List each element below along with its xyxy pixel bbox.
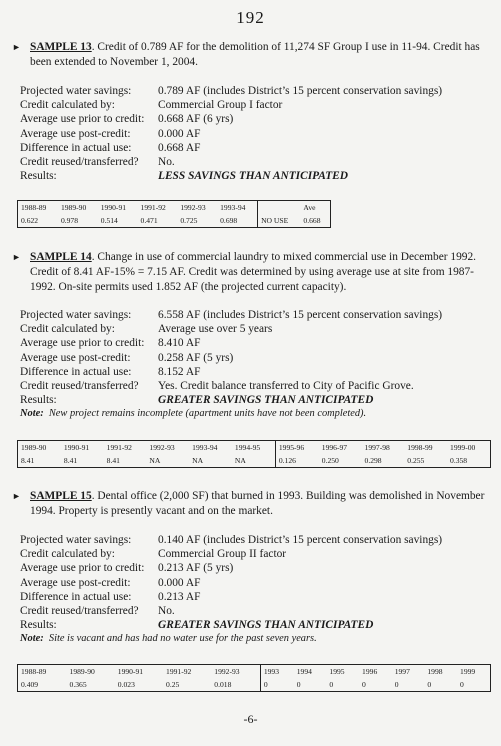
field-row: Difference in actual use: 0.668 AF [20,141,201,154]
field-row: Average use post-credit: 0.000 AF [20,576,201,589]
sample-15-intro [12,489,490,519]
bullet-icon: ► [12,252,21,262]
field-row: Credit reused/transferred? Yes. Credit balance transferred to City of Pacific Grove. [20,380,414,393]
sample-14-intro [12,250,490,295]
sample-14-table [17,440,491,468]
sample-15-fields [20,533,490,647]
sample-15-note: Note: Site is vacant and has had no water use for the past seven years. [20,633,317,645]
result-text: GREATER SAVINGS THAN ANTICIPATED [158,619,374,632]
sample-13-intro [12,40,490,70]
field-row: Credit reused/transferred? No. [20,156,175,169]
sample-13-text: . Credit of 0.789 AF for the demolition of 11,274 SF Group I use in 11-94. Credit has been extended to November 1, 2004. [30,41,480,68]
field-row: Average use prior to credit: 0.668 AF (6 yrs) [20,113,234,126]
result-text: LESS SAVINGS THAN ANTICIPATED [158,170,348,183]
sample-15-text: . Dental office (2,000 SF) that burned in 1993. Building was demolished in November 1994. Property is presently vacant and on the market. [30,490,485,517]
table-row: 8.41 8.41 8.41 NA NA NA 0.126 0.250 0.298 0.255 0.358 [18,454,491,468]
field-row: Average use prior to credit: 0.213 AF (5 yrs) [20,562,234,575]
table-row: 1989-90 1990-91 1991-92 1992-93 1993-94 1994-95 1995-96 1996-97 1997-98 1998-99 1999-00 [18,441,491,455]
field-row: Credit calculated by: Commercial Group I factor [20,99,283,112]
table-row: 0.622 0.978 0.514 0.471 0.725 0.698 NO USE 0.668 [18,214,331,228]
field-row: Average use post-credit: 0.258 AF (5 yrs) [20,351,234,364]
table-row: 0.409 0.365 0.023 0.25 0.018 0 0 0 0 0 0 0 [18,678,491,692]
table-row: 1988-89 1989-90 1990-91 1991-92 1992-93 1993-94 Ave [18,201,331,215]
sample-14-title: SAMPLE 14 [30,251,92,263]
sample-14-fields [20,308,490,422]
field-row: Credit calculated by: Average use over 5 years [20,323,273,336]
field-row: Results: GREATER SAVINGS THAN ANTICIPATED [20,618,490,632]
field-row: Average use prior to credit: 8.410 AF [20,337,201,350]
page-number-top: 192 [236,8,265,27]
result-text: GREATER SAVINGS THAN ANTICIPATED [158,394,374,407]
bullet-icon: ► [12,491,21,501]
field-row: Results: GREATER SAVINGS THAN ANTICIPATED [20,393,490,407]
sample-13-table [17,200,331,228]
sample-13-title: SAMPLE 13 [30,41,92,53]
page-number-bottom: -6- [243,712,258,726]
sample-15-title: SAMPLE 15 [30,490,92,502]
field-row: Difference in actual use: 8.152 AF [20,365,201,378]
sample-13-fields [20,84,490,183]
sample-14-note: Note: New project remains incomplete (apartment units have not been completed). [20,408,367,420]
sample-14-text: . Change in use of commercial laundry to mixed commercial use in December 1992. Credit of 8.41 AF-15% = 7.15 AF. Credit was determined by using average use at site from 1987-1992. On-site permits used 1.852 AF (the projected current capacity). [30,251,477,293]
table-row: 1988-89 1989-90 1990-91 1991-92 1992-93 1993 1994 1995 1996 1997 1998 1999 [18,665,491,679]
field-row: Credit reused/transferred? No. [20,605,175,618]
bullet-icon: ► [12,42,21,52]
field-row: Projected water savings: 0.789 AF (includes District’s 15 percent conservation savings) [20,85,443,97]
field-row: Results: LESS SAVINGS THAN ANTICIPATED [20,169,490,183]
field-row: Average use post-credit: 0.000 AF [20,127,201,140]
field-row: Projected water savings: 0.140 AF (includes District’s 15 percent conservation savings) [20,534,443,546]
field-row: Projected water savings: 6.558 AF (includes District’s 15 percent conservation savings) [20,309,443,321]
field-row: Difference in actual use: 0.213 AF [20,590,201,603]
field-row: Credit calculated by: Commercial Group II factor [20,548,287,561]
sample-15-table [17,664,491,692]
